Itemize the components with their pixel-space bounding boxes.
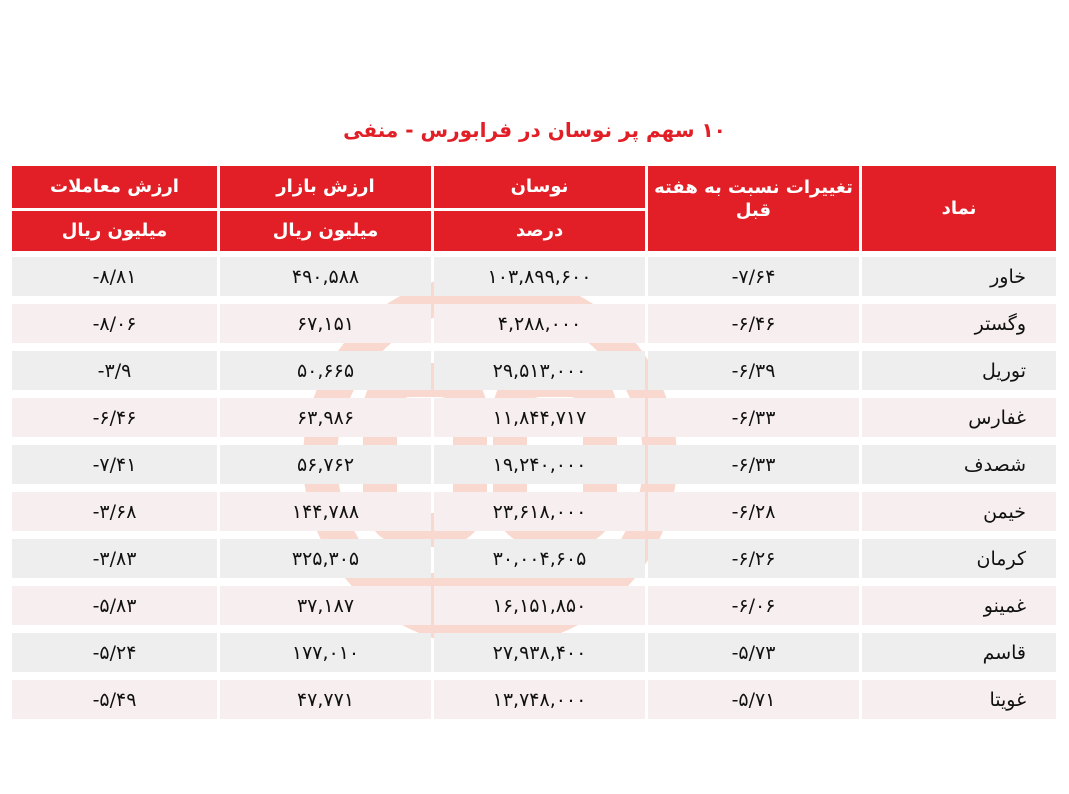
cell-volatility: -۶/۴۶ bbox=[648, 304, 859, 343]
cell-change: -۳/۸۳ bbox=[12, 539, 217, 578]
cell-symbol: توریل bbox=[862, 351, 1056, 390]
cell-volatility: -۶/۲۶ bbox=[648, 539, 859, 578]
cell-trade-value: ۶۷,۱۵۱ bbox=[220, 304, 431, 343]
cell-symbol: غفارس bbox=[862, 398, 1056, 437]
cell-market-value: ۱۳,۷۴۸,۰۰۰ bbox=[434, 680, 645, 719]
cell-change: -۶/۴۶ bbox=[12, 398, 217, 437]
cell-change: -۳/۶۸ bbox=[12, 492, 217, 531]
cell-volatility: -۶/۳۹ bbox=[648, 351, 859, 390]
cell-trade-value: ۵۶,۷۶۲ bbox=[220, 445, 431, 484]
cell-change: -۸/۸۱ bbox=[12, 257, 217, 296]
header-volatility-unit: درصد bbox=[434, 211, 645, 251]
header-trade-value: ارزش معاملات bbox=[12, 166, 217, 208]
cell-trade-value: ۳۷,۱۸۷ bbox=[220, 586, 431, 625]
header-symbol: نماد bbox=[862, 166, 1056, 251]
cell-volatility: -۵/۷۳ bbox=[648, 633, 859, 672]
cell-volatility: -۶/۳۳ bbox=[648, 445, 859, 484]
cell-symbol: خیمن bbox=[862, 492, 1056, 531]
cell-market-value: ۱۶,۱۵۱,۸۵۰ bbox=[434, 586, 645, 625]
cell-market-value: ۲۳,۶۱۸,۰۰۰ bbox=[434, 492, 645, 531]
cell-market-value: ۱۰۳,۸۹۹,۶۰۰ bbox=[434, 257, 645, 296]
cell-market-value: ۲۷,۹۳۸,۴۰۰ bbox=[434, 633, 645, 672]
cell-volatility: -۵/۷۱ bbox=[648, 680, 859, 719]
cell-market-value: ۱۱,۸۴۴,۷۱۷ bbox=[434, 398, 645, 437]
header-volatility: نوسان bbox=[434, 166, 645, 208]
cell-symbol: غمینو bbox=[862, 586, 1056, 625]
cell-trade-value: ۳۲۵,۳۰۵ bbox=[220, 539, 431, 578]
cell-volatility: -۶/۳۳ bbox=[648, 398, 859, 437]
cell-trade-value: ۱۷۷,۰۱۰ bbox=[220, 633, 431, 672]
cell-symbol: خاور bbox=[862, 257, 1056, 296]
cell-change: -۸/۰۶ bbox=[12, 304, 217, 343]
header-change: تغییرات نسبت به هفته قبل bbox=[648, 166, 859, 251]
volatility-table bbox=[12, 166, 1056, 727]
cell-change: -۵/۴۹ bbox=[12, 680, 217, 719]
cell-market-value: ۲۹,۵۱۳,۰۰۰ bbox=[434, 351, 645, 390]
cell-market-value: ۱۹,۲۴۰,۰۰۰ bbox=[434, 445, 645, 484]
cell-volatility: -۶/۲۸ bbox=[648, 492, 859, 531]
cell-symbol: کرمان bbox=[862, 539, 1056, 578]
cell-change: -۵/۲۴ bbox=[12, 633, 217, 672]
cell-market-value: ۳۰,۰۰۴,۶۰۵ bbox=[434, 539, 645, 578]
header-market-value: ارزش بازار bbox=[220, 166, 431, 208]
cell-change: -۵/۸۳ bbox=[12, 586, 217, 625]
cell-trade-value: ۴۷,۷۷۱ bbox=[220, 680, 431, 719]
cell-volatility: -۶/۰۶ bbox=[648, 586, 859, 625]
cell-trade-value: ۵۰,۶۶۵ bbox=[220, 351, 431, 390]
cell-change: -۷/۴۱ bbox=[12, 445, 217, 484]
cell-symbol: قاسم bbox=[862, 633, 1056, 672]
cell-trade-value: ۶۳,۹۸۶ bbox=[220, 398, 431, 437]
cell-symbol: غویتا bbox=[862, 680, 1056, 719]
cell-change: -۳/۹ bbox=[12, 351, 217, 390]
cell-trade-value: ۴۹۰,۵۸۸ bbox=[220, 257, 431, 296]
cell-market-value: ۴,۲۸۸,۰۰۰ bbox=[434, 304, 645, 343]
page-title: ۱۰ سهم پر نوسان در فرابورس - منفی bbox=[343, 118, 726, 142]
cell-volatility: -۷/۶۴ bbox=[648, 257, 859, 296]
cell-trade-value: ۱۴۴,۷۸۸ bbox=[220, 492, 431, 531]
header-market-value-unit: میلیون ریال bbox=[220, 211, 431, 251]
header-trade-value-unit: میلیون ریال bbox=[12, 211, 217, 251]
cell-symbol: وگستر bbox=[862, 304, 1056, 343]
cell-symbol: شصدف bbox=[862, 445, 1056, 484]
